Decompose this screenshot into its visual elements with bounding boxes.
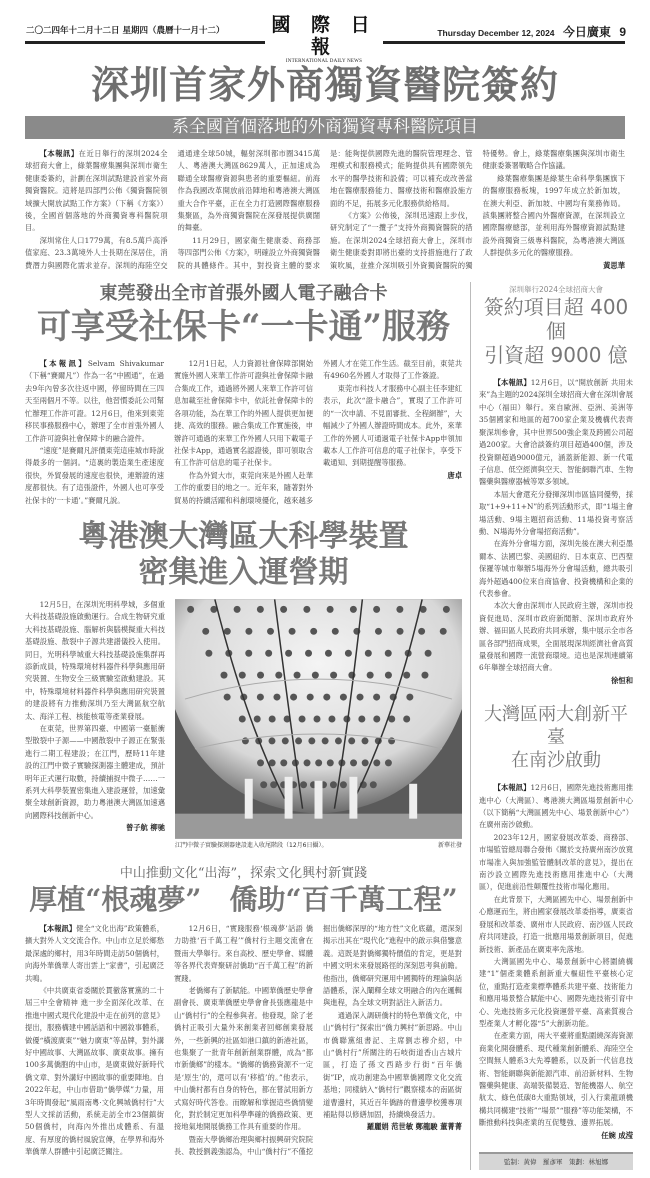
paragraph-text: 12月6日，以“開放創新 共用未來”為主題的2024深圳全球招商大會在深圳會展中心（福田）舉行。來自歐洲、亞洲、美洲等35個國家和地區的超700家企業及機構代表齊聚深圳參會，其中世界500強企業及跨國公司超過200家。大會洽談簽約項目超過400個，涉及投資額超過9000億元，涵蓋新能源、新一代電子信息、低空經濟與空天、智能網聯汽車、生物醫藥與醫療器械等眾多領域。 bbox=[479, 378, 633, 487]
lead-tag: 【本報訊】 bbox=[39, 923, 77, 933]
detector-sensor-dot bbox=[221, 672, 228, 679]
sidebar-headline bbox=[479, 295, 633, 367]
detector-sensor-dot bbox=[304, 759, 311, 766]
detector-sensor-dot bbox=[373, 759, 380, 766]
byline: 黃思華 bbox=[603, 260, 625, 270]
detector-sensor-dot bbox=[362, 759, 369, 766]
detector-sensor-dot bbox=[257, 759, 264, 766]
nansha-headline bbox=[479, 703, 633, 772]
paragraph: “速度”是賽爾凡評價東莞這座城市時說得最多的一個詞。“這裏的製造業生產速度很快，外貿發展的速度也很快，連辦證的速度都很快。有了這張證件，外國人也可享受社保卡的‘一卡通’。”賽爾凡說。 bbox=[25, 445, 164, 505]
detector-sensor-dot bbox=[397, 628, 404, 635]
detector-sensor-dot bbox=[327, 759, 334, 766]
headline-line: 密集進入運營期 bbox=[138, 554, 349, 590]
detector-sensor-dot bbox=[267, 628, 274, 635]
detector-sensor-dot bbox=[385, 672, 392, 679]
paragraph bbox=[25, 923, 164, 985]
detector-sensor-dot bbox=[328, 715, 335, 722]
detector-sensor-dot bbox=[280, 759, 287, 766]
detector-sensor-dot bbox=[282, 737, 289, 744]
page-content bbox=[0, 62, 650, 1170]
detector-sensor-dot bbox=[295, 737, 302, 744]
masthead-rule-left bbox=[25, 41, 265, 44]
detector-sensor-dot bbox=[187, 606, 194, 613]
detector-sensor-dot bbox=[330, 781, 337, 788]
photo-block bbox=[175, 599, 462, 851]
photo-caption bbox=[175, 841, 462, 851]
detector-sensor-dot bbox=[290, 694, 297, 701]
lead-tag: 【本報訊】 bbox=[39, 149, 79, 158]
detector-sensor-dot bbox=[280, 606, 287, 613]
article-card-body bbox=[25, 358, 462, 507]
paragraph-text: 12月6日，國際先進技術應用推進中心（大灣區）、粵港澳大灣區場景創新中心（以下簡稱“大灣區國先中心、場景創新中心”）在廣州南沙啟動。 bbox=[479, 783, 634, 830]
detector-sensor-dot bbox=[257, 694, 264, 701]
detector-sensor-dot bbox=[357, 694, 364, 701]
paragraph: 暨南大學僑鄉治理與鄉村振興研究院院長、教授劉義強認為，中山“僑村行”不僅挖掘出僑鄉深厚的“地方性”文化底蘊，還深刻揭示出其在“現代化”進程中的啟示與借鑒意義。這既是對僑鄉獨特價值的肯定，更是對中國文明未來發展路徑的深刻思考與前瞻。他指出，僑鄉研究運用中國獨特的理論與話語體系，深入闡釋全球文明融合的內在邏輯與進程，為全球文明對話注入新活力。 bbox=[174, 923, 462, 1157]
paragraph: 通過深入調研僑村的特色華僑文化，中山“僑村行”探索出“僑力興村”新思路。中山市僑聯黨組書記、主席劉志穆介紹，中山“僑村行”所關注的石岐街道香山古城片區，打造了孫文西路步行街“百年僑街”IP，成功創建為中國華僑國際文化交流基地；同樣納入“僑村行”觀察樣本的南區街道曹邊村，其近百年僑跡的曹邊學校獲專項補貼得以修繕加固，持續煥發活力。 bbox=[323, 1010, 462, 1120]
lead-tag: 【本報訊】 bbox=[39, 359, 88, 369]
page-info bbox=[437, 23, 626, 40]
paragraph bbox=[479, 377, 633, 489]
detector-sensor-dot bbox=[358, 715, 365, 722]
sidebar-kicker: 深圳舉行2024全球招商大會 bbox=[508, 285, 604, 295]
detector-sensor-dot bbox=[330, 672, 337, 679]
paragraph: 東莞市科技人才服務中心副主任李建紅表示，此次“證卡融合”，實現了工作許可的“一次申請、不見面審批、全程網辦”，大幅減少了外國人辦證時間成本。此外，來華工作的外國人可通過電子社保卡App申領加載本人工作許可信息的電子社保卡，享受下載通知、到期提醒等服務。 bbox=[323, 383, 462, 468]
detector-sensor-dot bbox=[373, 715, 380, 722]
byline: 曾子航 柳驰 bbox=[125, 823, 165, 833]
detector-sensor-dot bbox=[257, 606, 264, 613]
detector-sensor-dot bbox=[294, 672, 301, 679]
paragraph: 作為外貿大市，東莞向來是外國人赴華工作的重要目的地之一。近年來，隨著對外貿易的持續活躍和科創環境優化，越來越多外國人才在莞工作生活。截至目前，東莞共有4960名外國人才取得了工作簽證。 bbox=[174, 359, 462, 505]
lower-section bbox=[25, 282, 634, 1170]
detector-sensor-dot bbox=[269, 737, 276, 744]
english-date: Thursday December 12, 2024 bbox=[437, 28, 555, 38]
detector-sensor-dot bbox=[254, 715, 261, 722]
zhongshan-kicker: 中山推動文化“出海”，探索文化興村新實踐 bbox=[119, 865, 368, 881]
page-number: 9 bbox=[619, 25, 626, 39]
detector-sensor-dot bbox=[373, 606, 380, 613]
detector-sensor-dot bbox=[224, 628, 231, 635]
section-name: 今日廣東 bbox=[562, 25, 611, 39]
masthead-rule-right bbox=[383, 41, 625, 44]
paragraph: 2023年12月，國家發展改革委、商務部、市場監管總局聯合發佈《關於支持廣州南沙放寬市場准入與加強監管體制改革的意見》，提出在南沙設立國際先進技術應用推進中心（大灣區），促進前沿性顛覆性技術市場化應用。 bbox=[479, 832, 633, 892]
article-hospital-body bbox=[25, 148, 625, 272]
detector-sensor-dot bbox=[314, 715, 321, 722]
detector-sensor-dot bbox=[239, 672, 246, 679]
detector-sensor-dot bbox=[335, 737, 342, 744]
science-row bbox=[25, 599, 462, 851]
detector-sensor-dot bbox=[370, 781, 377, 788]
chinese-date: 二〇二四年十二月十二日 星期四（農曆十一月十二） bbox=[26, 26, 225, 36]
detector-sensor-dot bbox=[350, 759, 357, 766]
left-column bbox=[25, 282, 462, 1159]
detector-sensor-dot bbox=[310, 628, 317, 635]
detector-sensor-dot bbox=[273, 694, 280, 701]
detector-sensor-dot bbox=[322, 737, 329, 744]
detector-sensor-dot bbox=[307, 694, 314, 701]
article-card-headline: 可享受社保卡“一卡通”服務 bbox=[36, 307, 451, 348]
science-headline bbox=[25, 519, 462, 591]
headline-line: 簽約項目超 400 個 bbox=[483, 295, 629, 344]
detector-sensor-dot bbox=[421, 672, 428, 679]
nansha-article-body bbox=[479, 782, 633, 1142]
sidebar-investment-body bbox=[479, 377, 633, 687]
detector-sensor-dot bbox=[365, 650, 372, 657]
masthead bbox=[0, 0, 650, 64]
detector-sensor-dot bbox=[269, 715, 276, 722]
detector-sensor-dot bbox=[373, 694, 380, 701]
detector-sensor-dot bbox=[403, 672, 410, 679]
detector-sensor-dot bbox=[425, 650, 432, 657]
paragraph: 《方案》公佈後，深圳迅速跟上步伐，研究制定了“一攬子”支持外商獨資醫院的措施。在深圳2024全球招商大會上，深圳市衛生健康委對即將出臺的支持措施進行了政策吹風，並推介深圳吸引外資獨資醫院的獨特優勢。會上，綠葉醫療集團與深圳市衛生健康委簽署戰略合作協議。 bbox=[330, 149, 625, 270]
detector-sensor-dot bbox=[205, 650, 212, 657]
detector-sensor-dot bbox=[350, 606, 357, 613]
headline-line: 粵港澳大灣區大科學裝置 bbox=[78, 518, 409, 554]
detector-sensor-dot bbox=[234, 606, 241, 613]
detector-sensor-dot bbox=[245, 650, 252, 657]
detector-sensor-dot bbox=[224, 694, 231, 701]
byline: 任婉 成滢 bbox=[601, 1130, 633, 1140]
paragraph: 深圳常住人口1779萬，有8.5萬戶高淨值家庭、23.3萬境外人士長期在深居住，消費潛力與國際化需求並存。深圳的海陸空交通通達全球50城，輻射深圳都市圈3415萬人、粵港澳大灣區8629萬人，正加速成為聯通全球醫療資源與患者的重要樞紐。前海作為我國改革開放前沿陣地和粵港澳大灣區重大合作平臺，正在全力打造國際醫療服務集聚區，為外商獨資醫院在深發展提供廣闊的舞臺。 bbox=[25, 149, 320, 270]
paragraph: 12月6日，“實踐服務‘根魂夢’話語 僑力助推‘百千萬工程’”僑村行主題交流會在暨南大學舉行。來自高校、歷史學會、媒體等各界代表齊聚研討僑助“百千萬工程”的新實踐。 bbox=[174, 923, 313, 983]
detector-sensor-dot bbox=[340, 694, 347, 701]
paragraph: 在東莞，世界第四臺、中國第一臺脈衝型散裂中子源——中國散裂中子源正在緊張進行二期工程建設；在江門，歷時11年建設的江門中微子實驗探測器主體建成，預計明年正式運行取數，持續捕捉中微子……一系列大科學裝置密集進入建設運營，加速彙聚全球創新資源，助力粵港澳大灣區加速邁向國際科技創新中心。 bbox=[25, 724, 165, 820]
detector-sensor-dot bbox=[327, 606, 334, 613]
headline-line: 在南沙啟動 bbox=[511, 750, 601, 772]
detector-sensor-dot bbox=[443, 606, 450, 613]
zhongshan-headline: 厚植“根魂夢” 僑助“百千萬工程” bbox=[29, 882, 458, 916]
paragraph: 老僑鄉有了新賦能。中國華僑歷史學會副會長、廣東華僑歷史學會會長張應龍是中山“僑村行”的全程參與者。他發現，除了老僑村正吸引大量外來創業者回鄉創業發展外，一些新興的社區如港口鎮的新港社區，也集聚了一批青年創新創業群體，成為“都市新僑鄉”的樣本。“僑鄉的僑務資源不一定是‘原生’的，還可以有‘移植’的。”他表示，中山僑村都有自身的特色，都在嘗試用新方式寫好時代答卷。而瞭解和掌握這些僑情變化，對於制定更加科學準確的僑務政策、更接地氣地開展僑務工作具有重要的作用。 bbox=[174, 985, 313, 1132]
right-column bbox=[470, 282, 633, 1170]
detector-sensor-dot bbox=[285, 650, 292, 657]
headline-line: 大灣區兩大創新平臺 bbox=[484, 704, 628, 749]
newspaper-logo bbox=[268, 14, 380, 65]
photo-credit: 新華社發 bbox=[437, 841, 462, 849]
lead-tag: 【本報訊】 bbox=[493, 783, 531, 793]
paragraph: 11月29日，國家衛生健康委、商務部等四部門公佈《方案》，明確設立外商獨資醫院的具體條件。其中，對投資主體的要求是：能夠提供國際先進的醫院管理理念、管理模式和服務模式；能夠提供具有國際領先水平的醫學技術和設備；可以補充或改善當地在醫療服務能力、醫療技術和醫療設施方面的不足，拓展多元化服務供給格局。 bbox=[177, 149, 473, 270]
paragraph-text: 在近日舉行的深圳2024全球招商大會上，綠葉醫療集團與深圳市衛生健康委簽約，計劃在深圳試點建設首家外商獨資醫院。這將是四部門公佈《獨資醫院領域擴大開放試點工作方案》（下稱《方案》）後，全國首個落地的外商獨資專科醫院項目。 bbox=[25, 149, 168, 233]
logo-chinese: 國 際 日 報 bbox=[271, 14, 377, 58]
neutrino-detector-photo bbox=[175, 599, 462, 839]
paragraph-text: Selvam Shivakumar（下稱“賽爾凡”）作為一名“中國通”，在過去9年內曾多次往返中國，停留時間在三四天至兩個月不等。以往，他習慣委託公司幫忙辦理工作許可證。12月6日，他來到東莞移民事務服務中心，辦理了全市首張外國人工作許可證與社會保障卡的融合證件。 bbox=[25, 359, 164, 443]
detector-sensor-dot bbox=[406, 694, 413, 701]
detector-sensor-dot bbox=[300, 781, 307, 788]
detector-sensor-dot bbox=[312, 672, 319, 679]
detector-sensor-dot bbox=[332, 628, 339, 635]
paragraph: 大灣區國先中心、場景創新中心將圍繞構建“1”個產業體系創新重大樞紐性平臺核心定位，重點打造產業標準體系共建平臺、技術能力和應用場景整合賦能中心、國際先進技術引育中心、先進技術多元化投資運營平臺、高素質複合型產業人才孵化器“5”大創新功能。 bbox=[479, 956, 633, 1028]
paragraph bbox=[25, 148, 168, 235]
detector-sensor-dot bbox=[239, 715, 246, 722]
lead-tag: 【本報訊】 bbox=[493, 378, 531, 388]
byline: 徐恒和 bbox=[611, 675, 633, 685]
detector-sensor-dot bbox=[362, 737, 369, 744]
detector-sensor-dot bbox=[325, 650, 332, 657]
paragraph: 在產業方面，兩大平臺將重點圍繞深海資源商業化開發體系、現代種業創新體系、海陸空全空間無人體系3大先導體系，以及新一代信息技術、智能網聯與新能源汽車、前沿新材料、生物醫藥與健康、高端裝備製造、智能機器人、航空航太、綠色低碳8大重點領域，引入行業龍頭機構共同構建“技術”“場景”“服務”等功能架構，不斷推動科技與產業的互促雙強、邊界拓展。 bbox=[479, 1031, 633, 1128]
detector-sensor-dot bbox=[315, 759, 322, 766]
paragraph bbox=[479, 782, 633, 832]
detector-sensor-dot bbox=[340, 781, 347, 788]
detector-image bbox=[175, 599, 462, 839]
logo-english: INTERNATIONAL DAILY NEWS bbox=[285, 59, 363, 64]
main-headline: 深圳首家外商獨資醫院簽約 bbox=[90, 63, 559, 107]
science-article-body bbox=[25, 599, 165, 835]
paragraph-text: 健全“文化出海”政策體系，擴大對外人文交流合作。中山市立足於鄉愁最深處的鄉村，用3年時間走訪50個僑村，向海外華僑華人寄出雲上“家書”，引起廣泛共鳴。 bbox=[25, 923, 164, 983]
detector-sensor-dot bbox=[385, 650, 392, 657]
detector-sensor-dot bbox=[275, 672, 282, 679]
detector-sensor-dot bbox=[440, 628, 447, 635]
detector-sensor-dot bbox=[385, 759, 392, 766]
detector-sensor-dot bbox=[345, 650, 352, 657]
detector-sensor-dot bbox=[348, 737, 355, 744]
article-card-kicker: 東莞發出全市首張外國人電子融合卡 bbox=[99, 283, 388, 305]
paragraph: 在海外分會場方面，深圳先後在澳大利亞墨爾本、法國巴黎、美國紐約、日本東京、巴西聖保羅等城市舉辦5場海外分會場活動，總共吸引海外超過400位來自商協會、投資機構和企業的代表參會。 bbox=[479, 539, 633, 598]
detector-sensor-dot bbox=[260, 781, 267, 788]
detector-sensor-dot bbox=[257, 672, 264, 679]
detector-sensor-dot bbox=[305, 650, 312, 657]
paragraph bbox=[25, 358, 164, 445]
sub-headline-banner: 系全國首個落地的外商獨資專科醫院項目 bbox=[25, 116, 625, 139]
detector-sensor-dot bbox=[396, 606, 403, 613]
paragraph: 12月1日起，人力資源社會保障部開始實施外國人來華工作許可證與社會保障卡融合集成工作，通過將外國人來華工作許可信息加載至社會保障卡中，依託社會保障卡的各項功能，為在華工作的外國人提供更加便捷、高效的服務。融合集成工作實施後，申辦許可通過的來華工作外國人只用下載電子社保卡App，通過實名認證後，即可領取含有工作許可信息的電子社保卡。 bbox=[174, 359, 313, 468]
detector-sensor-dot bbox=[418, 628, 425, 635]
detector-sensor-dot bbox=[299, 715, 306, 722]
detector-sensor-dot bbox=[308, 737, 315, 744]
paragraph: 本屆大會還充分發揮深圳市區協同優勢，採取“1+9+11+N”的系列活動形式，即“1場主會場活動、9場主題招商活動、11場投資考察活動、N場海外分會場招商活動”。 bbox=[479, 489, 633, 536]
editor-credits: 監制：黃偉 羅彥軍 策劃：林旭娜 bbox=[479, 1152, 633, 1170]
headline-line: 引資超 9000 億 bbox=[484, 343, 628, 368]
paragraph: 12月5日，在深圳光明科學城，多個重大科技基礎設施啟動運行。合成生物研究重大科技基礎設施、腦解析與腦模擬重大科技基礎設施、散裂中子源共建譜儀投入使用。同日，光明科學城重大科技基礎設施集群再添新成員，特殊環境材料器件科學與應用研究裝置、生物安全三級實驗室啟動建設。其中，特殊環境材料器件科學與應用研究裝置的建設將有力推動深圳乃至大灣區航空航太、海洋工程、核能核電等產業發展。 bbox=[25, 599, 165, 721]
detector-sensor-dot bbox=[303, 606, 310, 613]
detector-sensor-dot bbox=[375, 628, 382, 635]
byline: 唐卓 bbox=[447, 470, 462, 480]
byline: 羅麗娟 范世敏 鄭龍駿 董菁菁 bbox=[366, 1122, 462, 1132]
detector-sensor-dot bbox=[367, 672, 374, 679]
paragraph: 在此背景下，大灣區國先中心、場景創新中心應運而生，將由國家發展改革委指導，廣東省發展和改革委、廣州市人民政府、南沙區人民政府共同建設，打造一批應用場景創新項目，促進新技術、新產品在廣東率先落地。 bbox=[479, 894, 633, 954]
paragraph: 綠葉醫療集團是綠葉生命科學集團旗下的醫療服務板塊，1997年成立於新加坡，在澳大利亞、新加坡、中國均有業務佈局。該集團將整合國內外醫療資源，在深圳設立國際醫療總部，並利用海外醫療資源試點建設外商獨資三級專科醫院，為粵港澳大灣區人群提供多元化的醫療服務。 bbox=[482, 173, 625, 258]
detector-sensor-dot bbox=[202, 628, 209, 635]
paragraph: 本次大會由深圳市人民政府主辦，深圳市投資促進局、深圳市政府新聞辦、深圳市政府外辦、福田區人民政府共同承辦，集中展示全市各區各部門招商成果，全面展現深圳經濟社會高質量發展和國際一流營商環境。這也是深圳連續第6年舉辦全球招商大會。 bbox=[479, 601, 633, 673]
detector-sensor-dot bbox=[323, 694, 330, 701]
detector-sensor-dot bbox=[245, 628, 252, 635]
detector-sensor-dot bbox=[289, 628, 296, 635]
detector-sensor-dot bbox=[403, 715, 410, 722]
zhongshan-article-body bbox=[25, 923, 462, 1159]
detector-sensor-dot bbox=[265, 650, 272, 657]
paragraph: 《中共廣東省委關於貫徹落實黨的二十屆三中全會精神 進一步全面深化改革、在推進中國式現代化建設中走在前列的意見》提出，服務構建中國話語和中國敘事體系，做優“橫渡廣東”“魅力廣東”等品牌，對外講好中國故事、大灣區故事、廣東故事。擁有100多萬僑胞的中山市，是廣東做好新時代僑文章、對外講好中國故事的重要陣地。自2022年起，中山市借助“僑學媒”力量，用3年時間發起“風雨南粵·文化興城僑村行”大型人文採訪活動，系統走訪全市23個鎮街50個僑村，向海內外推出成體系、有溫度、有厚度的僑村風貌宣傳，在學界和海外華僑華人群體中引起廣泛關注。 bbox=[25, 985, 164, 1157]
caption-text: 江門中微子實驗探測器建設進入收尾階段（12月6日攝）。 bbox=[175, 841, 328, 849]
